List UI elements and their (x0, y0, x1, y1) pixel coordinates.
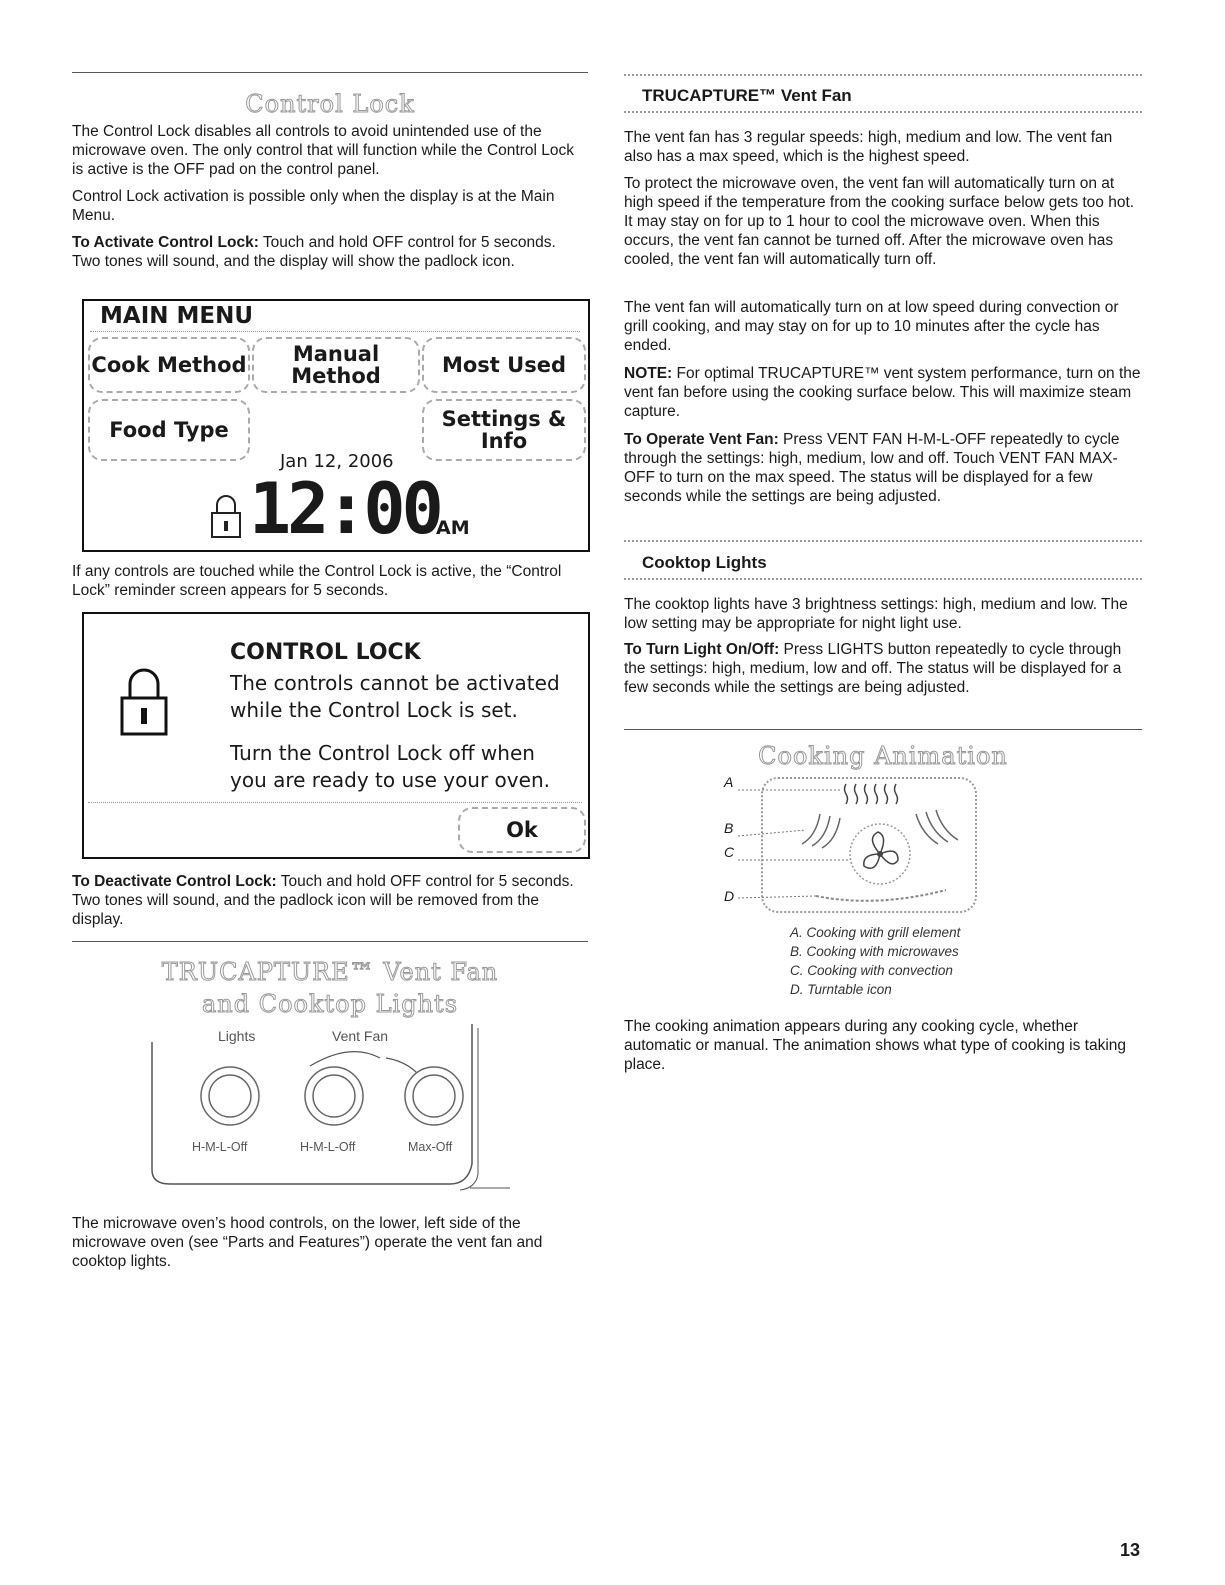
page-number: 13 (1120, 1540, 1141, 1560)
control-lock-message (230, 670, 560, 794)
padlock-icon (209, 493, 243, 539)
vent-fan-note (624, 364, 1142, 421)
turn-light-instruction (624, 640, 1142, 697)
food-type-button[interactable]: Food Type (88, 399, 250, 461)
message-line: you are ready to use your oven. (230, 768, 550, 792)
note-text: For optimal TRUCAPTURE™ vent system performance, turn on the vent fan before using the cooking surface below. This will maximize steam capture. (624, 365, 1141, 420)
turn-light-label: To Turn Light On/Off: (624, 641, 780, 658)
clock-display: 12:00 (249, 468, 440, 550)
cooktop-lights-subheading: Cooktop Lights (642, 553, 767, 572)
control-lock-screen-title: CONTROL LOCK (230, 640, 421, 665)
cooking-animation-diagram (724, 772, 984, 918)
deactivate-label: To Deactivate Control Lock: (72, 873, 277, 890)
message-line: The controls cannot be activated (230, 671, 560, 695)
heading-line: and Cooktop Lights (201, 990, 459, 1018)
most-used-button[interactable]: Most Used (422, 337, 586, 393)
lights-knob[interactable] (198, 1064, 262, 1128)
heading-line: TRUCAPTURE™ Vent Fan (161, 958, 499, 986)
divider (72, 72, 588, 73)
caption-item: D. Turntable icon (790, 982, 892, 997)
vent-fan-section-heading (72, 956, 588, 1020)
divider (624, 74, 1142, 76)
divider (624, 540, 1142, 542)
manual-method-button[interactable]: Manual Method (252, 337, 420, 393)
padlock-icon (118, 666, 170, 738)
cooking-animation-description: The cooking animation appears during any cooking cycle, whether automatic or manual. The animation shows what type of cooking is taking place. (624, 1018, 1127, 1073)
callout-c: C (724, 844, 735, 860)
hood-controls-caption: The microwave oven’s hood controls, on the lower, left side of the microwave oven (see “Parts and Features”) operate the vent fan and cooktop lights. (72, 1215, 543, 1270)
divider (624, 578, 1142, 580)
vent-fan-protection: To protect the microwave oven, the vent fan will automatically turn on at high speed if the temperature from the cooking surface below gets too hot. It may stay on for up to 1 hour to cool the microwave oven. When this occurs, the vent fan cannot be turned off. After the microwave oven has cooled, the vent fan will automatically turn off. (624, 175, 1135, 268)
divider (624, 729, 1142, 730)
settings-info-button[interactable]: Settings & Info (422, 399, 586, 461)
knob-label: H-M-L-Off (192, 1140, 248, 1154)
vent-fan-hml-knob[interactable] (302, 1064, 366, 1128)
activate-instruction (72, 233, 588, 271)
caption-item: C. Cooking with convection (790, 963, 953, 978)
operate-text: Press VENT FAN H-M-L-OFF repeatedly to cycle through the settings: high, medium, low and off. Touch VENT FAN MAX-OFF to turn on the max speed. The status will be displayed for a few seconds while the settings are being adjusted. (624, 431, 1120, 505)
trucapture-subheading: TRUCAPTURE™ Vent Fan (642, 86, 852, 105)
lights-label: Lights (218, 1028, 256, 1044)
vent-fan-max-knob[interactable] (402, 1064, 466, 1128)
note-label: NOTE: (624, 365, 673, 382)
control-lock-reminder-note: If any controls are touched while the Control Lock is active, the “Control Lock” reminder screen appears for 5 seconds. (72, 563, 562, 599)
vent-fan-speeds: The vent fan has 3 regular speeds: high, medium and low. The vent fan also has a max speed, which is the highest speed. (624, 129, 1113, 165)
operate-label: To Operate Vent Fan: (624, 431, 779, 448)
activate-text: Touch and hold OFF control for 5 seconds. Two tones will sound, and the display will show the padlock icon. (72, 234, 556, 270)
cook-method-button[interactable]: Cook Method (88, 337, 250, 393)
cooktop-lights-settings: The cooktop lights have 3 brightness settings: high, medium and low. The low setting may be appropriate for night light use. (624, 596, 1128, 632)
date-display: Jan 12, 2006 (280, 451, 394, 472)
divider (624, 111, 1142, 113)
caption-item: A. Cooking with grill element (790, 925, 961, 940)
turn-light-text: Press LIGHTS button repeatedly to cycle through the settings: high, medium, low and off. The status will be displayed for a few seconds while the settings are being adjusted. (624, 641, 1122, 696)
spacer (230, 724, 560, 740)
control-lock-heading: Control Lock (245, 90, 415, 118)
cooking-animation-graphic (724, 772, 984, 918)
callout-b: B (724, 820, 734, 836)
cooking-animation-captions (790, 923, 1130, 999)
divider (90, 331, 580, 332)
activate-label: To Activate Control Lock: (72, 234, 259, 251)
operate-vent-fan-instruction (624, 430, 1142, 506)
am-pm-indicator: AM (436, 517, 470, 539)
hood-controls-panel (150, 1024, 510, 1192)
message-line: Turn the Control Lock off when (230, 741, 535, 765)
knob-label: H-M-L-Off (300, 1140, 356, 1154)
deactivate-instruction (72, 872, 588, 929)
control-lock-intro: The Control Lock disables all controls to avoid unintended use of the microwave oven. The only control that will function while the Control Lock is active is the OFF pad on the control panel. (72, 123, 574, 178)
ok-button[interactable]: Ok (458, 807, 586, 853)
main-menu-screen (82, 299, 590, 552)
callout-a: A (724, 774, 734, 790)
vent-fan-auto-low: The vent fan will automatically turn on at low speed during convection or grill cooking, and may stay on for up to 10 minutes after the cycle has ended. (624, 299, 1119, 354)
cooking-animation-heading: Cooking Animation (758, 742, 1008, 770)
divider (88, 802, 582, 803)
deactivate-text: Touch and hold OFF control for 5 seconds. Two tones will sound, and the padlock icon will be removed from the display. (72, 873, 574, 928)
control-lock-activation-note: Control Lock activation is possible only when the display is at the Main Menu. (72, 188, 555, 224)
caption-item: B. Cooking with microwaves (790, 944, 959, 959)
divider (72, 941, 588, 942)
control-lock-screen (82, 612, 590, 859)
knob-label: Max-Off (408, 1140, 453, 1154)
vent-fan-label: Vent Fan (332, 1028, 389, 1044)
main-menu-title: MAIN MENU (100, 303, 254, 329)
callout-d: D (724, 888, 735, 904)
message-line: while the Control Lock is set. (230, 698, 518, 722)
